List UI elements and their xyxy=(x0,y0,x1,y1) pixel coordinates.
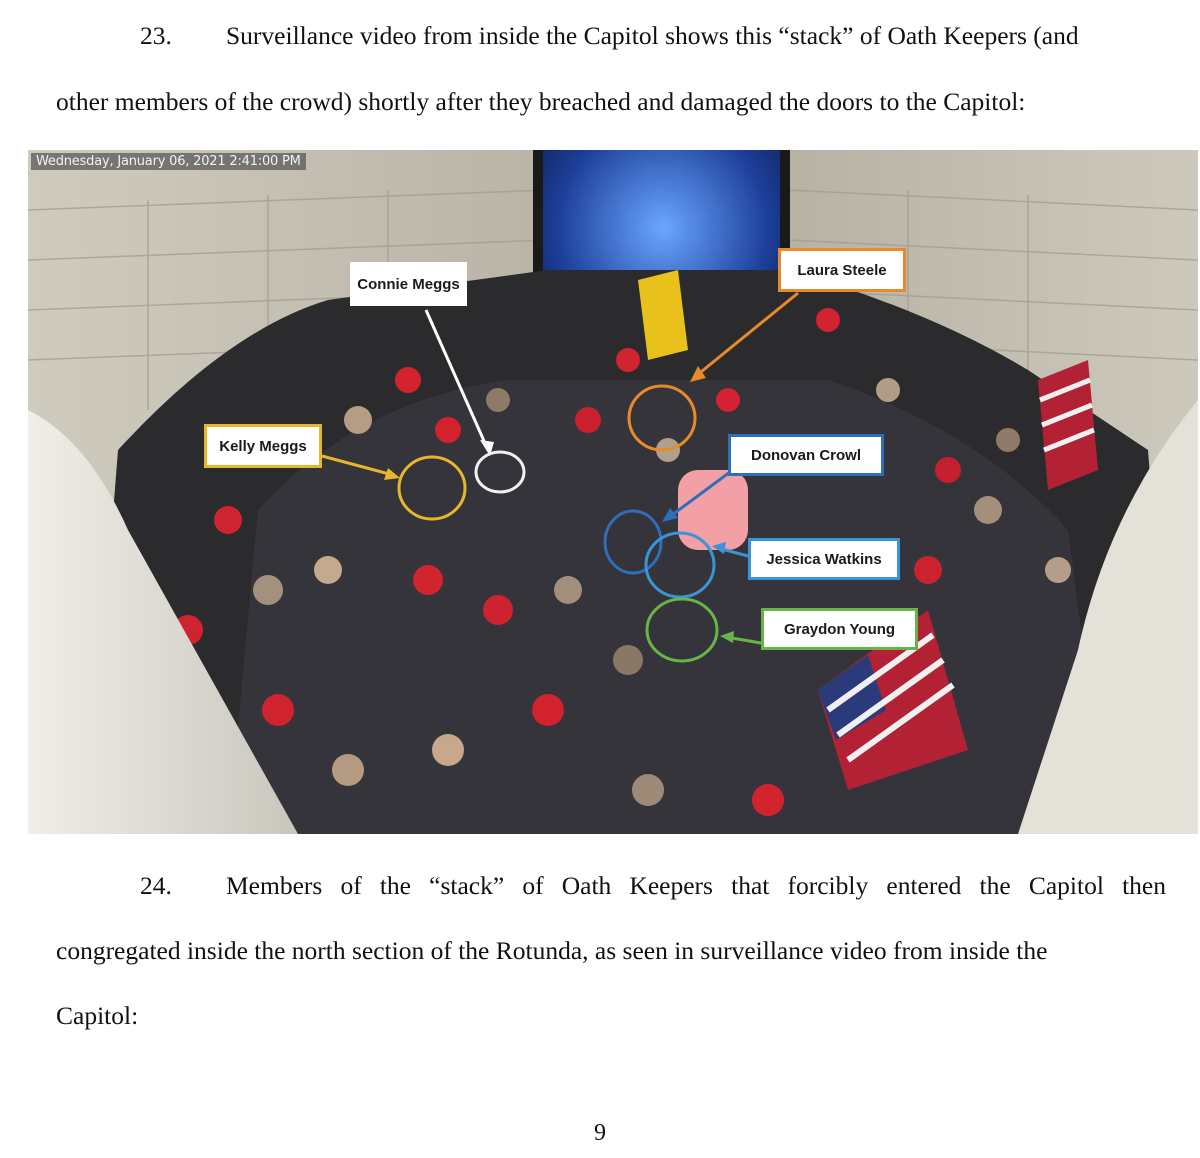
page-number: 9 xyxy=(594,1120,606,1146)
paragraph-line: Members of the “stack” of Oath Keepers that forcibly entered the Capitol then xyxy=(226,871,1166,900)
connie-circle xyxy=(476,452,524,492)
kelly-arrow-head xyxy=(384,468,400,480)
jessica-circle xyxy=(646,533,714,597)
laura-circle xyxy=(629,386,695,450)
timestamp-overlay: Wednesday, January 06, 2021 2:41:00 PM xyxy=(31,153,306,170)
paragraph-line: congregated inside the north section of the Rotunda, as seen in surveillance video from inside the xyxy=(56,936,1048,965)
graydon-arrow-head xyxy=(720,631,734,643)
surveillance-photo xyxy=(28,150,1198,834)
laura-arrow xyxy=(696,293,798,376)
label-jessica-watkins: Jessica Watkins xyxy=(748,538,900,580)
paragraph-line: Surveillance video from inside the Capitol shows this “stack” of Oath Keepers (and xyxy=(226,21,1079,50)
kelly-circle xyxy=(399,457,465,519)
jessica-arrow-head xyxy=(712,542,726,554)
paragraph-line: other members of the crowd) shortly after they breached and damaged the doors to the Capitol: xyxy=(56,87,1026,116)
paragraph-number: 23. xyxy=(140,21,172,50)
graydon-circle xyxy=(647,599,717,661)
paragraph-number: 24. xyxy=(140,871,172,900)
donovan-circle xyxy=(605,511,661,573)
kelly-arrow xyxy=(322,456,393,475)
label-connie-meggs: Connie Meggs xyxy=(350,262,467,306)
annotation-overlay xyxy=(28,150,1198,834)
paragraph-line: Capitol: xyxy=(56,1001,139,1030)
label-kelly-meggs: Kelly Meggs xyxy=(204,424,322,468)
connie-arrow xyxy=(426,310,488,450)
label-graydon-young: Graydon Young xyxy=(761,608,918,650)
donovan-arrow-head xyxy=(662,508,678,522)
label-laura-steele: Laura Steele xyxy=(778,248,906,292)
donovan-arrow xyxy=(668,472,730,518)
label-donovan-crowl: Donovan Crowl xyxy=(728,434,884,476)
